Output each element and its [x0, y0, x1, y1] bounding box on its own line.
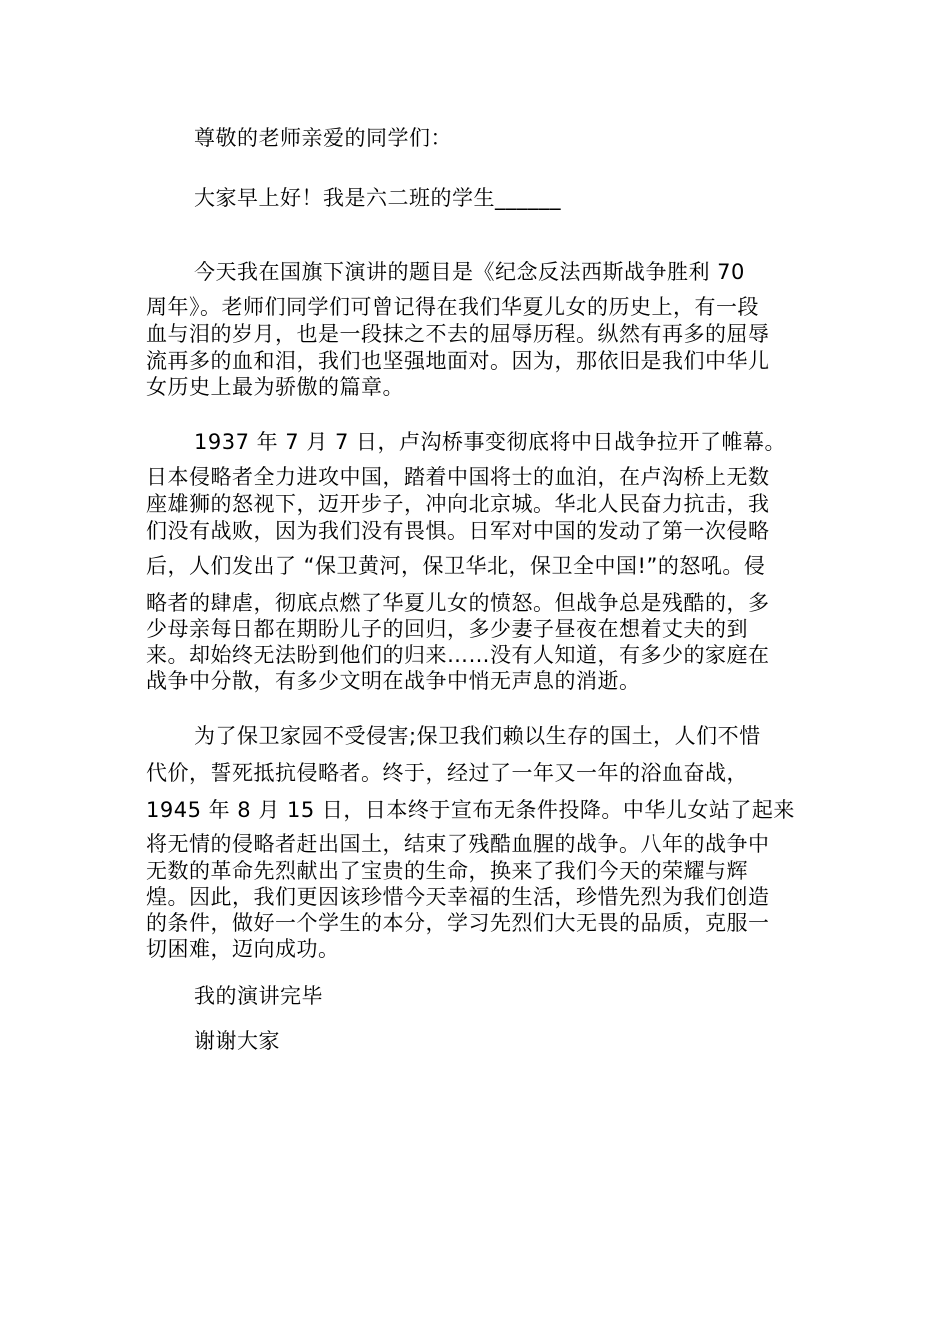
paragraph-1-line: 今天我在国旗下演讲的题目是《纪念反法西斯战争胜利 70 [194, 260, 745, 284]
paragraph-1-line: 血与泪的岁月，也是一段抹之不去的屈辱历程。纵然有再多的屈辱 [146, 322, 770, 346]
paragraph-1-line: 周年》。老师们同学们可曾记得在我们华夏儿女的历史上，有一段 [146, 295, 759, 319]
paragraph-2-line: 1937 年 7 月 7 日，卢沟桥事变彻底将中日战争拉开了帷幕。 [194, 430, 787, 454]
paragraph-3-line: 无数的革命先烈献出了宝贵的生命，换来了我们今天的荣耀与辉 [146, 859, 748, 883]
paragraph-2-line: 来。却始终无法盼到他们的归来……没有人知道，有多少的家庭在 [146, 643, 770, 667]
paragraph-2-line: 战争中分散，有多少文明在战争中悄无声息的消逝。 [146, 669, 641, 693]
paragraph-2-line: 们没有战败，因为我们没有畏惧。日军对中国的发动了第一次侵略 [146, 519, 770, 543]
paragraph-2-line: 少母亲每日都在期盼儿子的回归，多少妻子昼夜在想着丈夫的到 [146, 617, 748, 641]
paragraph-3-line: 将无情的侵略者赶出国土，结束了残酷血腥的战争。八年的战争中 [146, 832, 770, 856]
salutation: 尊敬的老师亲爱的同学们： [194, 126, 452, 150]
paragraph-2-line: 略者的肆虐，彻底点燃了华夏儿女的愤怒。但战争总是残酷的，多 [146, 591, 770, 615]
paragraph-3-line: 煌。因此，我们更因该珍惜今天幸福的生活，珍惜先烈为我们创造 [146, 885, 770, 909]
paragraph-3-line: 切困难，迈向成功。 [146, 937, 340, 961]
paragraph-1-line: 流再多的血和泪，我们也坚强地面对。因为，那依旧是我们中华儿 [146, 349, 770, 373]
paragraph-3-line: 的条件，做好一个学生的本分，学习先烈们大无畏的品质，克服一 [146, 911, 770, 935]
paragraph-3-line: 为了保卫家园不受侵害;保卫我们赖以生存的国土，人们不惜 [194, 724, 761, 748]
closing-thanks: 谢谢大家 [194, 1029, 280, 1053]
paragraph-3-line: 1945 年 8 月 15 日，日本终于宣布无条件投降。中华儿女站了起来 [146, 798, 795, 822]
paragraph-2-line: 后，人们发出了 “保卫黄河，保卫华北，保卫全中国!”的怒吼。侵 [146, 554, 766, 578]
paragraph-3-line: 代价，誓死抵抗侵略者。终于，经过了一年又一年的浴血奋战， [146, 761, 748, 785]
paragraph-2-line: 日本侵略者全力进攻中国，踏着中国将士的血泊，在卢沟桥上无数 [146, 465, 770, 489]
closing-line: 我的演讲完毕 [194, 984, 323, 1008]
greeting: 大家早上好！我是六二班的学生______ [194, 186, 561, 210]
paragraph-1-line: 女历史上最为骄傲的篇章。 [146, 375, 404, 399]
paragraph-2-line: 座雄狮的怒视下，迈开步子，冲向北京城。华北人民奋力抗击，我 [146, 492, 770, 516]
